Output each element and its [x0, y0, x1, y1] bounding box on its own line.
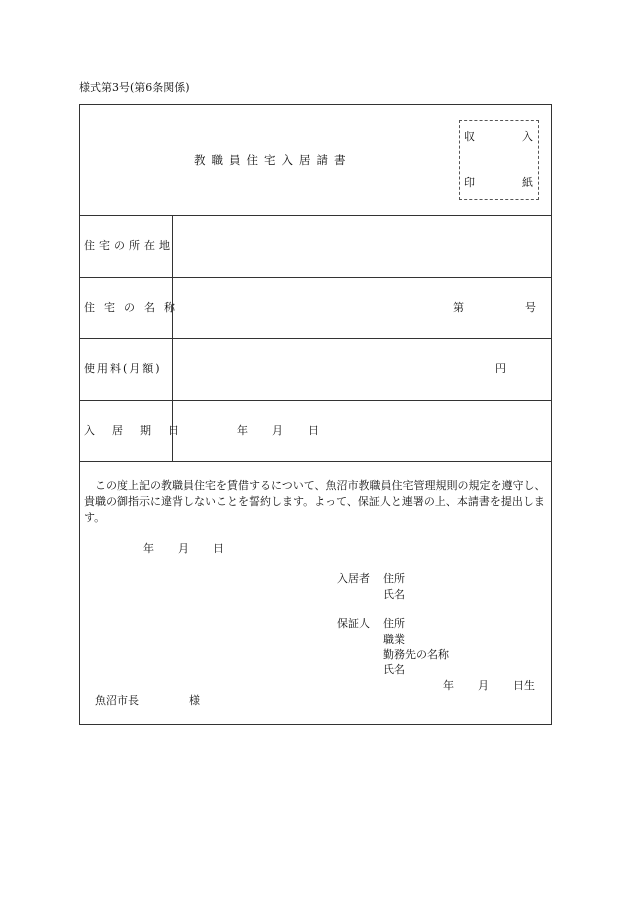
yen-unit: 円 — [495, 362, 506, 375]
row-divider — [79, 461, 552, 462]
birth-day: 日生 — [513, 679, 535, 692]
stamp-char: 印 — [464, 176, 475, 189]
date-day: 日 — [308, 424, 319, 437]
tenant-address-label: 住所 — [383, 572, 405, 585]
date-month: 月 — [272, 424, 283, 437]
guarantor-workplace-label: 勤務先の名称 — [383, 648, 449, 661]
label-location: 住宅の所在地 — [84, 239, 174, 252]
label-monthly-fee: 使用料(月額) — [84, 362, 162, 375]
addressee-honorific: 様 — [189, 694, 200, 707]
label-move-in-date: 入居期日 — [84, 424, 196, 437]
number-prefix: 第 — [453, 301, 464, 314]
row-divider — [79, 400, 552, 401]
row-divider — [79, 215, 552, 216]
addressee-name: 魚沼市長 — [95, 694, 139, 707]
date-day: 日 — [213, 542, 224, 555]
row-divider — [79, 277, 552, 278]
stamp-char: 紙 — [522, 176, 533, 189]
declaration-text: この度上記の教職員住宅を賃借するについて、魚沼市教職員住宅管理規則の規定を遵守し、貴職の御指示に違背しないことを誓約します。よって、保証人と連署の上、本請書を提出します。 — [84, 479, 546, 524]
number-suffix: 号 — [525, 301, 536, 314]
guarantor-name-label: 氏名 — [383, 663, 405, 676]
form-number: 様式第3号(第6条関係) — [79, 81, 190, 94]
date-year: 年 — [237, 424, 248, 437]
date-year: 年 — [143, 542, 154, 555]
stamp-char: 収 — [464, 130, 475, 143]
date-month: 月 — [178, 542, 189, 555]
guarantor-role: 保証人 — [337, 617, 370, 630]
label-housing-name: 住宅の名称 — [84, 301, 184, 314]
document-title: 教職員住宅入居請書 — [194, 153, 352, 167]
tenant-role: 入居者 — [337, 572, 370, 585]
birth-year: 年 — [443, 679, 454, 692]
tenant-name-label: 氏名 — [383, 588, 405, 601]
guarantor-occupation-label: 職業 — [383, 633, 405, 646]
stamp-char: 入 — [522, 130, 533, 143]
row-divider — [79, 338, 552, 339]
birth-month: 月 — [478, 679, 489, 692]
guarantor-address-label: 住所 — [383, 617, 405, 630]
